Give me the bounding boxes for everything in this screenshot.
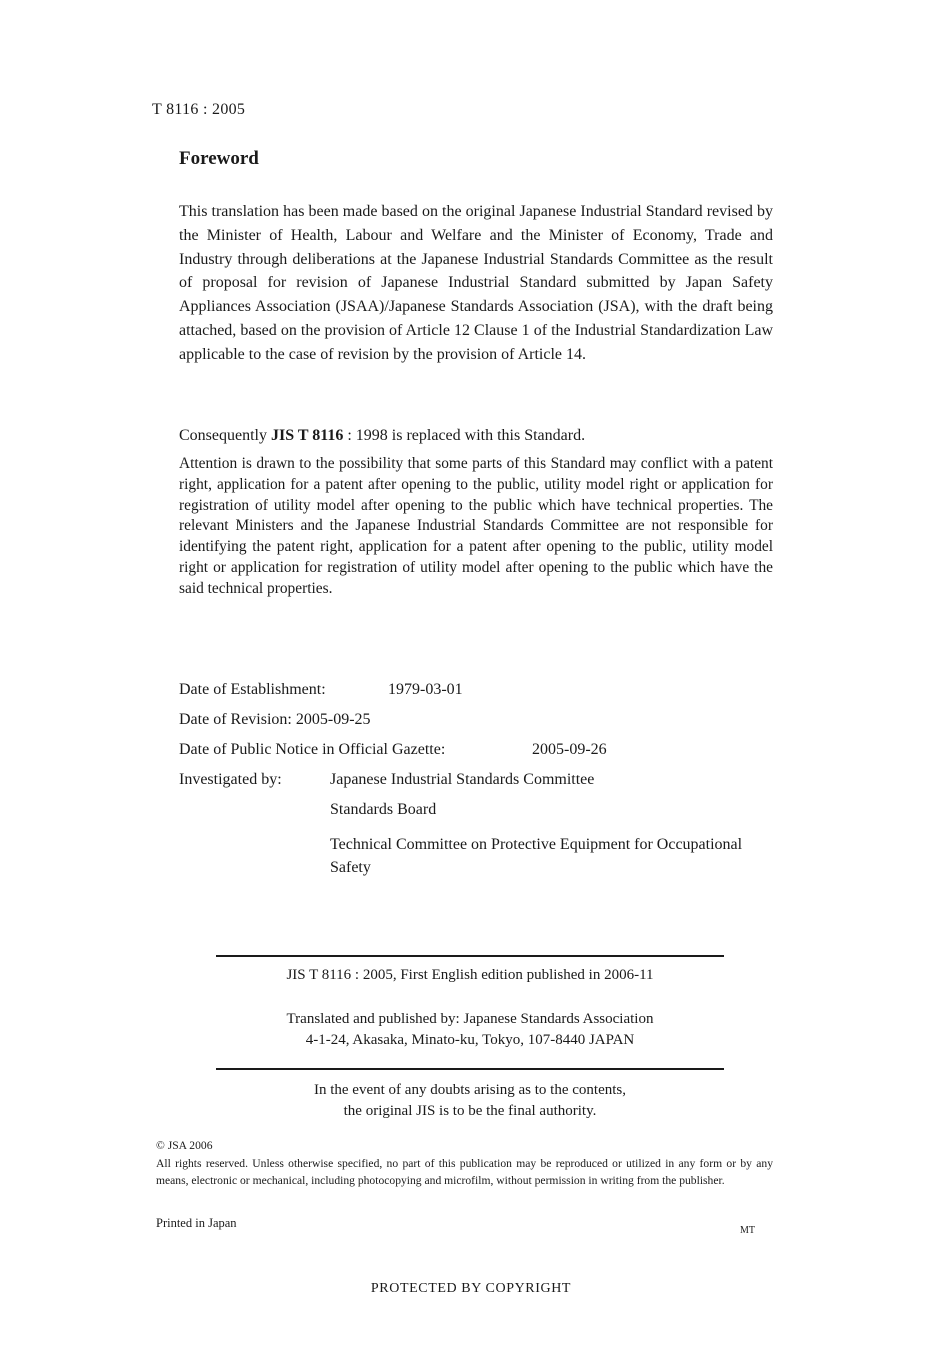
authority-line-2: the original JIS is to be the final authority. <box>343 1103 597 1119</box>
document-code: T 8116 : 2005 <box>152 101 246 118</box>
revision-line <box>179 709 371 731</box>
investigated-label: Investigated by: <box>179 771 282 788</box>
page-title: Foreword <box>179 148 259 169</box>
divider-top <box>216 955 724 957</box>
replaced-standard: JIS T 8116 <box>271 427 344 444</box>
foreword-paragraph-2 <box>179 424 773 447</box>
establishment-label: Date of Establishment: <box>179 681 326 698</box>
revision-label: Date of Revision: <box>179 711 292 728</box>
foreword-paragraph-1: This translation has been made based on the original Japanese Industrial Standard revised by the Minister of Health, Labour and Welfare and the Minister of Economy, Trade and Industry through deliberations at the Japanese Industrial Standards Committee as the result of proposal for revision of Japanese Industrial Standard submitted by Japan Safety Appliances Association (JSAA)/Japanese Standards Association (JSA), with the draft being attached, based on the provision of Article 12 Clause 1 of the Industrial Standardization Law applicable to the case of revision by the provision of Article 14. <box>179 203 773 363</box>
protected-footer: PROTECTED BY COPYRIGHT <box>370 1281 572 1296</box>
establishment-date: 1979-03-01 <box>388 681 463 698</box>
copyright-block <box>156 1137 773 1190</box>
authority-line-1: In the event of any doubts arising as to the contents, <box>313 1082 626 1098</box>
investigated-committee: Japanese Industrial Standards Committee <box>330 771 595 788</box>
replacement-prefix: Consequently <box>179 427 271 444</box>
edition-line: JIS T 8116 : 2005, First English edition published in 2006-11 <box>286 967 654 983</box>
revision-date: 2005-09-25 <box>295 711 371 728</box>
notice-label: Date of Public Notice in Official Gazette: <box>179 741 446 758</box>
publisher-block <box>216 1009 724 1051</box>
printer-initials: MT <box>740 1225 755 1236</box>
foreword-paragraph-3: Attention is drawn to the possibility that some parts of this Standard may conflict with a patent right, application for a patent after opening to the public, utility model right or application for registration of utility model after opening to the public which have technical properties. The relevant Ministers and the Japanese Industrial Standards Committee are not responsible for identifying the patent right, application for a patent after opening to the public, utility model right or application for registration of utility model after opening to the public which have the said technical properties. <box>179 455 773 597</box>
notice-date: 2005-09-26 <box>532 741 607 758</box>
printed-in: Printed in Japan <box>156 1216 237 1230</box>
authority-notice <box>216 1080 724 1122</box>
investigated-board: Standards Board <box>330 801 437 818</box>
divider-bottom <box>216 1068 724 1070</box>
copyright-line: © JSA 2006 <box>156 1139 213 1152</box>
translated-by: Translated and published by: Japanese Standards Association <box>286 1011 654 1027</box>
publisher-address: 4-1-24, Akasaka, Minato-ku, Tokyo, 107-8440 JAPAN <box>305 1032 635 1048</box>
investigated-technical-committee: Technical Committee on Protective Equipment for Occupational Safety <box>330 836 743 876</box>
rights-notice: All rights reserved. Unless otherwise specified, no part of this publication may be reproduced or utilized in any form or by any means, electronic or mechanical, including photocopying and microfilm, without permission in writing from the publisher. <box>156 1156 773 1187</box>
replacement-suffix: : 1998 is replaced with this Standard. <box>343 427 586 444</box>
